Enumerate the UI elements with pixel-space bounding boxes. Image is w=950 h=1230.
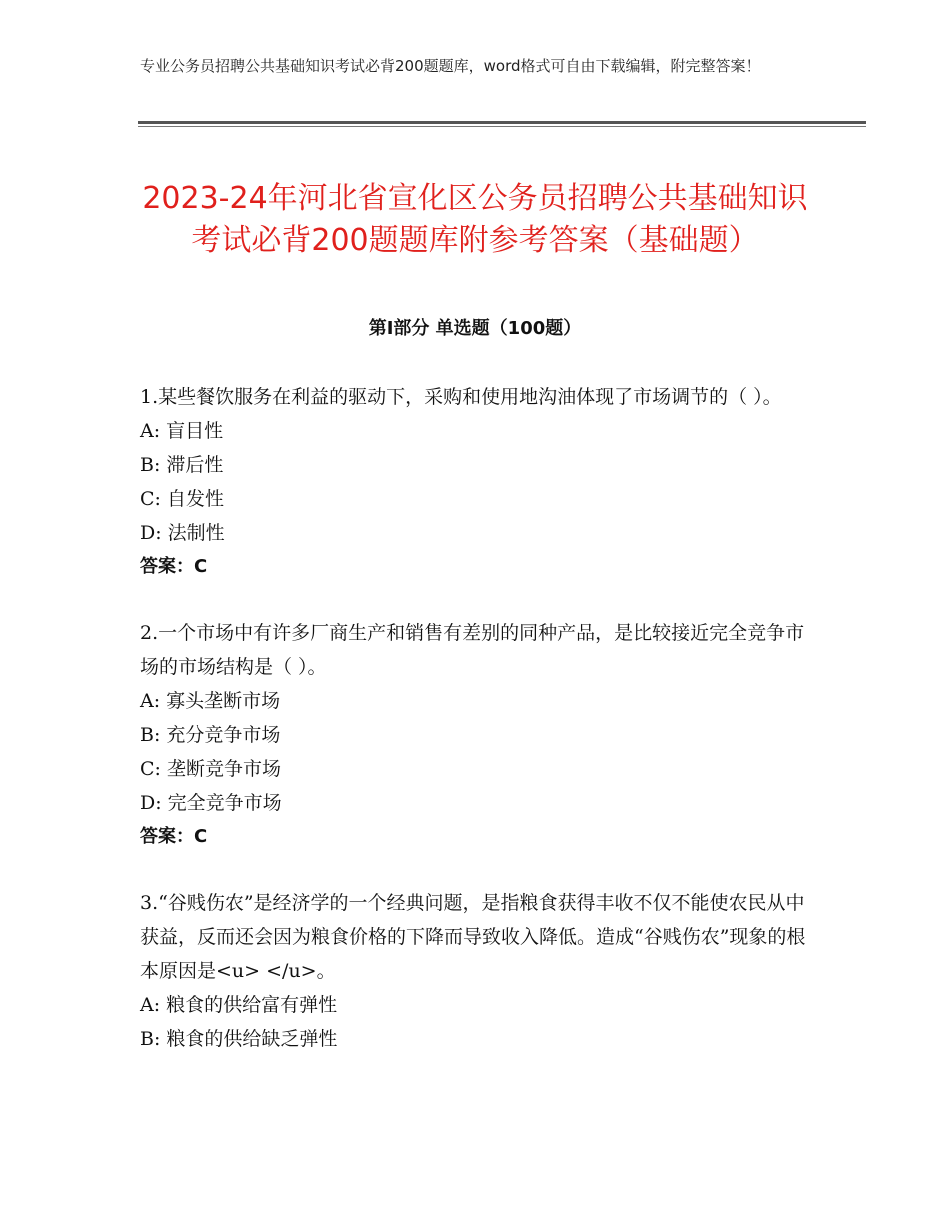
- option-a: A: 寡头垄断市场: [140, 690, 281, 712]
- header-note: 专业公务员招聘公共基础知识考试必背200题题库，word格式可自由下载编辑，附完整答案！: [140, 57, 761, 75]
- option-c: C: 垄断竞争市场: [140, 758, 281, 780]
- answer-line: 答案：C: [140, 826, 208, 847]
- document-title: 2023-24年河北省宣化区公务员招聘公共基础知识考试必背200题题库附参考答案（基础题）: [142, 181, 808, 259]
- question-list: [140, 380, 810, 1088]
- option-d: D: 法制性: [140, 522, 225, 544]
- section-heading: 第Ⅰ部分 单选题（100题）: [368, 318, 582, 339]
- question-1: [140, 380, 810, 584]
- question-stem: 1.某些餐饮服务在利益的驱动下，采购和使用地沟油体现了市场调节的（ ）。: [140, 386, 782, 408]
- header-divider-thin: [138, 126, 866, 127]
- option-b: B: 粮食的供给缺乏弹性: [140, 1028, 338, 1050]
- question-stem: 3.“谷贱伤农”是经济学的一个经典问题，是指粮食获得丰收不仅不能使农民从中获益，反而还会因为粮食价格的下降而导致收入降低。造成“谷贱伤农”现象的根本原因是<u> </u>。: [140, 892, 806, 982]
- question-stem: 2.一个市场中有许多厂商生产和销售有差别的同种产品，是比较接近完全竞争市场的市场结构是（ ）。: [140, 622, 805, 678]
- option-b: B: 滞后性: [140, 454, 224, 476]
- option-b: B: 充分竞争市场: [140, 724, 281, 746]
- question-3: [140, 886, 810, 1056]
- header-divider: [138, 121, 866, 124]
- answer-line: 答案：C: [140, 556, 208, 577]
- option-a: A: 粮食的供给富有弹性: [140, 994, 338, 1016]
- option-c: C: 自发性: [140, 488, 224, 510]
- option-a: A: 盲目性: [140, 420, 224, 442]
- option-d: D: 完全竞争市场: [140, 792, 282, 814]
- question-2: [140, 616, 810, 854]
